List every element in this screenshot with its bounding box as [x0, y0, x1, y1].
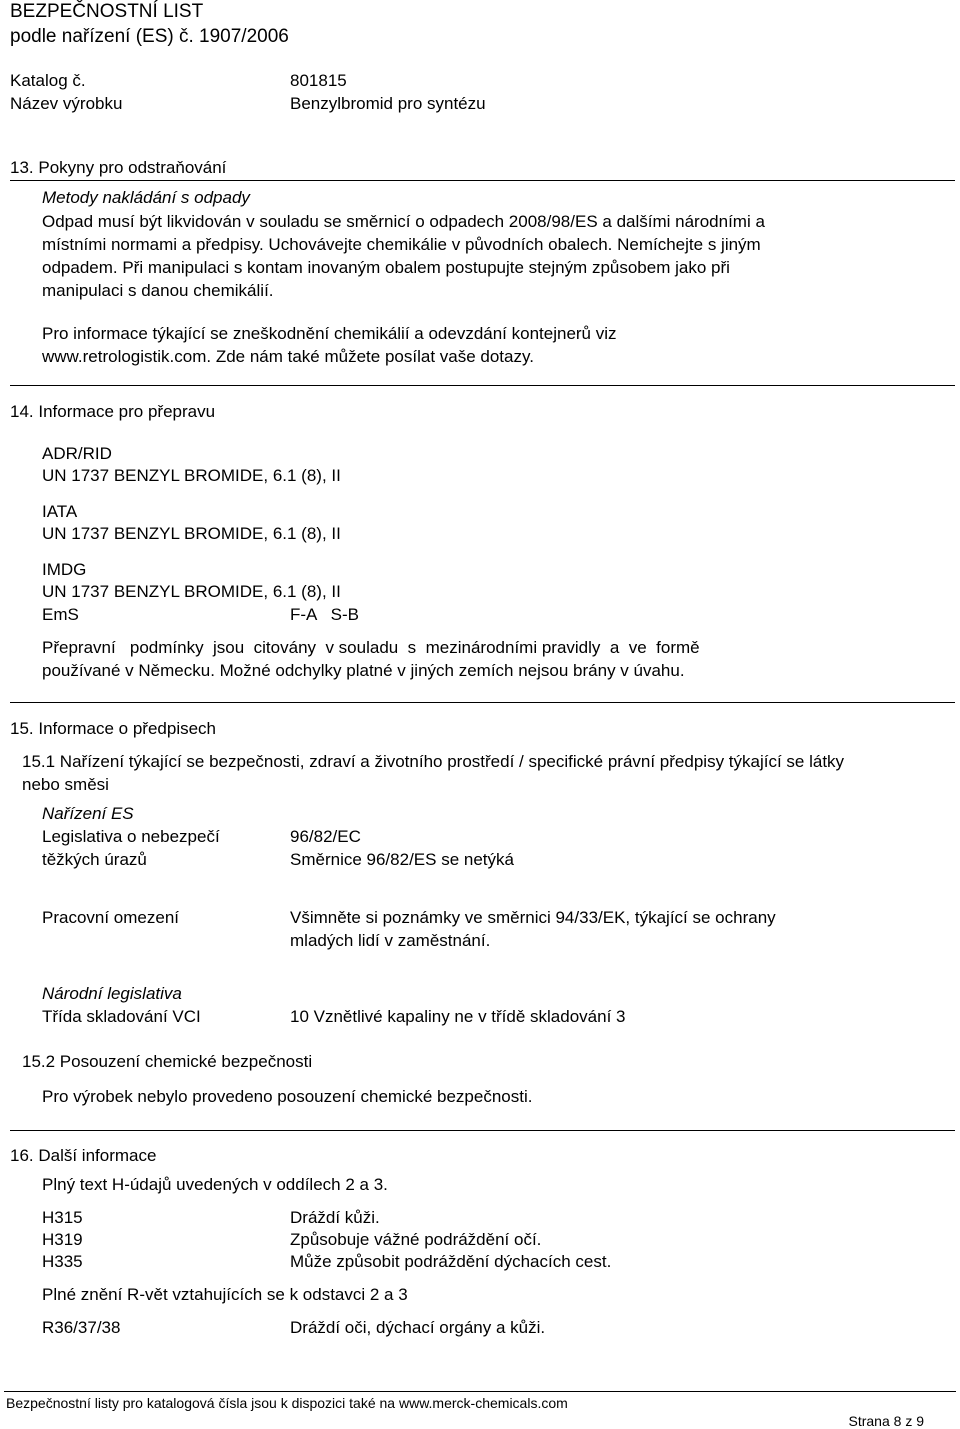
footer-rule: [4, 1391, 956, 1392]
section-13-line: manipulaci s danou chemikálií.: [42, 281, 274, 300]
h-statement-code: H335: [42, 1252, 83, 1271]
section-14-rule: [10, 385, 955, 386]
r-phrase-code: R36/37/38: [42, 1318, 121, 1337]
work-restriction-label: Pracovní omezení: [42, 908, 180, 927]
section-13-subheading: Metody nakládání s odpady: [42, 188, 250, 207]
section-15-2-heading: 15.2 Posouzení chemické bezpečnosti: [22, 1052, 313, 1071]
transport-note-line: Přepravní podmínky jsou citovány v souladu s mezinárodními pravidly a ve formě: [42, 638, 700, 657]
hazard-legislation-value: 96/82/EC: [290, 827, 361, 846]
section-15-heading: 15. Informace o předpisech: [10, 719, 217, 738]
product-value: Benzylbromid pro syntézu: [290, 94, 486, 113]
footer-note: Bezpečnostní listy pro katalogová čísla jsou k dispozici také na www.merck-chemicals.com: [6, 1395, 568, 1411]
section-15-2-text: Pro výrobek nebylo provedeno posouzení chemické bezpečnosti.: [42, 1087, 533, 1106]
ems-label: EmS: [42, 605, 79, 624]
hazard-legislation-value: Směrnice 96/82/ES se netýká: [290, 850, 514, 869]
section-13-rule: [10, 180, 955, 181]
iata-label: IATA: [42, 502, 78, 521]
h-statements-title: Plný text H-údajů uvedených v oddílech 2 a 3.: [42, 1175, 388, 1194]
section-16-rule: [10, 1130, 955, 1131]
h-statement-text: Způsobuje vážné podráždění očí.: [290, 1230, 542, 1249]
storage-class-value: 10 Vznětlivé kapaliny ne v třídě skladování 3: [290, 1007, 626, 1026]
section-13-heading: 13. Pokyny pro odstraňování: [10, 158, 227, 177]
ems-value: F-A S-B: [290, 605, 359, 624]
transport-note-line: používané v Německu. Možné odchylky platné v jiných zemích nejsou brány v úvahu.: [42, 661, 685, 680]
section-15-1-heading: nebo směsi: [22, 775, 109, 794]
catalog-value: 801815: [290, 71, 347, 90]
work-restriction-value: Všimněte si poznámky ve směrnici 94/33/EK, týkající se ochrany: [290, 908, 776, 927]
document-title: BEZPEČNOSTNÍ LIST: [10, 1, 204, 22]
iata-value: UN 1737 BENZYL BROMIDE, 6.1 (8), II: [42, 524, 341, 543]
section-13-line: Odpad musí být likvidován v souladu se směrnicí o odpadech 2008/98/ES a dalšími národními a: [42, 212, 765, 231]
section-13-line: místními normami a předpisy. Uchovávejte chemikálie v původních obalech. Nemíchejte s jiným: [42, 235, 761, 254]
section-16-heading: 16. Další informace: [10, 1146, 157, 1165]
h-statement-code: H319: [42, 1230, 83, 1249]
imdg-label: IMDG: [42, 560, 87, 579]
product-label: Název výrobku: [10, 94, 123, 113]
h-statement-text: Může způsobit podráždění dýchacích cest.: [290, 1252, 612, 1271]
section-15-1-heading: 15.1 Nařízení týkající se bezpečnosti, zdraví a životního prostředí / specifické právní předpisy týkající se látky: [22, 752, 845, 771]
hazard-legislation-label: Legislativa o nebezpečí: [42, 827, 220, 846]
regulation-subtitle: podle nařízení (ES) č. 1907/2006: [10, 26, 289, 47]
adr-label: ADR/RID: [42, 444, 112, 463]
section-14-heading: 14. Informace pro přepravu: [10, 402, 216, 421]
hazard-legislation-label: těžkých úrazů: [42, 850, 147, 869]
section-13-line: odpadem. Při manipulaci s kontam inovaným obalem postupujte stejným způsobem jako při: [42, 258, 730, 277]
work-restriction-value: mladých lidí v zaměstnání.: [290, 931, 491, 950]
storage-class-label: Třída skladování VCI: [42, 1007, 201, 1026]
catalog-label: Katalog č.: [10, 71, 86, 90]
h-statement-text: Dráždí kůži.: [290, 1208, 380, 1227]
adr-value: UN 1737 BENZYL BROMIDE, 6.1 (8), II: [42, 466, 341, 485]
r-phrase-text: Dráždí oči, dýchací orgány a kůži.: [290, 1318, 546, 1337]
imdg-value: UN 1737 BENZYL BROMIDE, 6.1 (8), II: [42, 582, 341, 601]
section-15-rule: [10, 702, 955, 703]
h-statement-code: H315: [42, 1208, 83, 1227]
r-phrases-title: Plné znění R-vět vztahujících se k odstavci 2 a 3: [42, 1285, 408, 1304]
eu-regulation-label: Nařízení ES: [42, 804, 134, 823]
section-13-info-line: www.retrologistik.com. Zde nám také můžete posílat vaše dotazy.: [42, 347, 534, 366]
page-number: Strana 8 z 9: [848, 1413, 924, 1429]
national-legislation-label: Národní legislativa: [42, 984, 182, 1003]
section-13-info-line: Pro informace týkající se zneškodnění chemikálií a odevzdání kontejnerů viz: [42, 324, 617, 343]
